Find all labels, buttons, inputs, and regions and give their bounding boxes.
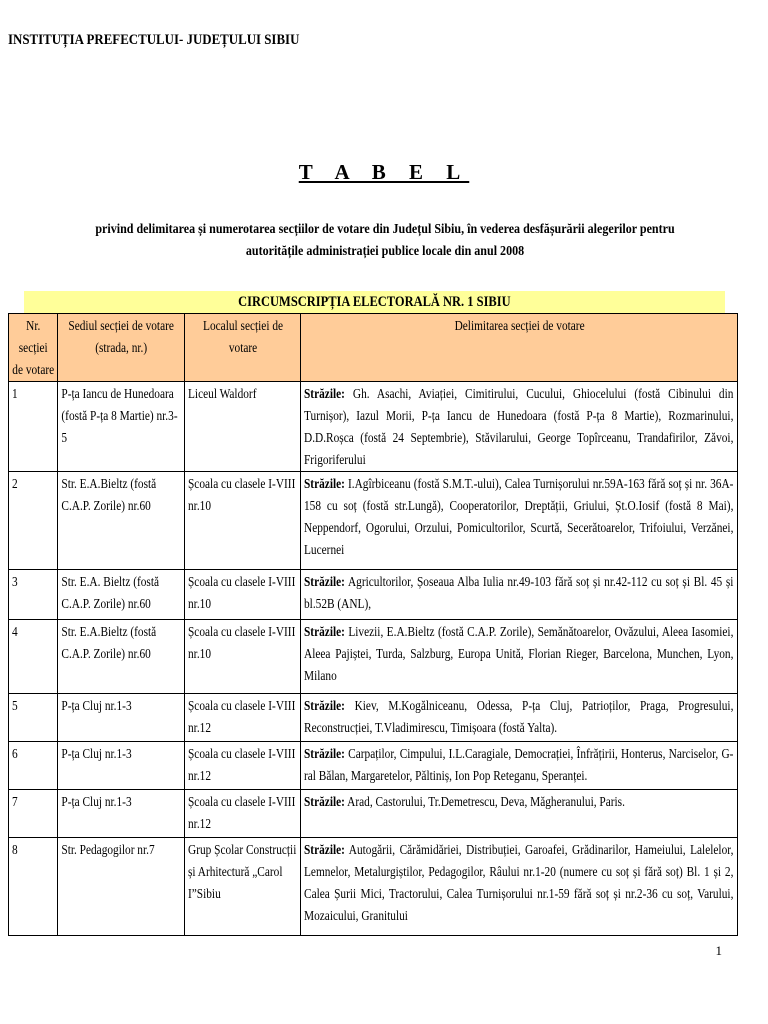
section-address: Str. Pedagogilor nr.7 [58, 838, 185, 936]
streets-label: Străzile: [304, 574, 346, 589]
streets-label: Străzile: [304, 476, 346, 491]
section-delimitation [301, 570, 738, 620]
streets-list: Autogării, Cărămidăriei, Distribuției, Garoafei, Grădinarilor, Hameiului, Lalelelor, Lemnelor, Metalurgiștilor, Pedagogilor, Râului nr.1-20 (numere cu soț și fără soț) Bl. 1 și 2, Calea Șurii Mici, Tractorului, Calea Turnișorului nr.1-59 fără soț și nr.2-36 cu soț, Varului, Mozaicului, Granitului [304, 842, 734, 923]
table-row [9, 694, 738, 742]
section-delimitation [301, 472, 738, 570]
section-venue: Școala cu clasele I-VIII nr.10 [185, 472, 301, 570]
streets-list: Agricultorilor, Șoseaua Alba Iulia nr.49-103 fără soț și nr.42-112 cu soț și Bl. 45 și bl.52B (ANL), [304, 574, 734, 611]
section-number: 3 [9, 570, 58, 620]
section-venue: Grup Școlar Construcții și Arhitectură „Carol I”Sibiu [185, 838, 301, 936]
section-address: P-ța Iancu de Hunedoara (fostă P-ța 8 Martie) nr.3-5 [58, 382, 185, 472]
streets-list: Kiev, M.Kogălniceanu, Odessa, P-ța Cluj, Patrioților, Praga, Progresului, Reconstrucției, T.Vladimirescu, Timișoara (fostă Yalta). [304, 698, 734, 735]
section-number: 6 [9, 742, 58, 790]
table-row [9, 742, 738, 790]
section-number: 1 [9, 382, 58, 472]
streets-list: Gh. Asachi, Aviației, Cimitirului, Cucului, Ghiocelului (fostă Cibinului din Turnișor), Iazul Morii, P-ța Iancu de Hunedoara (fostă P-ța 8 Martie), Rozmarinului, D.D.Roșca (fostă 24 Septembrie), Stăvilarului, George Topîrceanu, Trandafirilor, Zăvoi, Frigoriferului [304, 386, 734, 467]
streets-label: Străzile: [304, 794, 346, 809]
document-title: T A B E L [298, 160, 470, 184]
streets-list: Carpaților, Cimpului, I.L.Caragiale, Democrației, Înfrățirii, Honterus, Narciselor, G-ral Bălan, Margaretelor, Păltiniș, Ion Pop Reteganu, Speranței. [304, 746, 734, 783]
streets-label: Străzile: [304, 746, 346, 761]
col-header-sediu: Sediul secției de votare (strada, nr.) [58, 314, 185, 382]
streets-label: Străzile: [304, 624, 346, 639]
section-delimitation [301, 694, 738, 742]
section-delimitation [301, 620, 738, 694]
table-row [9, 570, 738, 620]
section-address: P-ța Cluj nr.1-3 [58, 694, 185, 742]
document-subtitle [20, 219, 750, 263]
subtitle-text: privind delimitarea și numerotarea secțiilor de votare din Județul Sibiu, în vederea desfășurării alegerilor pentru autoritățile administrației publice locale din anul 2008 [95, 222, 675, 259]
section-delimitation [301, 790, 738, 838]
section-venue: Școala cu clasele I-VIII nr.10 [185, 570, 301, 620]
page-number: 1 [715, 943, 722, 958]
section-venue: Școala cu clasele I-VIII nr.12 [185, 790, 301, 838]
section-number: 7 [9, 790, 58, 838]
table-row [9, 838, 738, 936]
table-header-row [9, 314, 738, 382]
section-address: P-ța Cluj nr.1-3 [58, 790, 185, 838]
streets-label: Străzile: [304, 698, 346, 713]
section-number: 2 [9, 472, 58, 570]
section-delimitation [301, 382, 738, 472]
col-header-nr: Nr. secției de votare [9, 314, 58, 382]
section-number: 8 [9, 838, 58, 936]
circumscription-text: CIRCUMSCRIPȚIA ELECTORALĂ NR. 1 SIBIU [238, 294, 511, 310]
table-row [9, 790, 738, 838]
col-header-delimitare: Delimitarea secției de votare [301, 314, 738, 382]
streets-list: Arad, Castorului, Tr.Demetrescu, Deva, Măgheranului, Paris. [347, 794, 626, 809]
section-venue: Liceul Waldorf [185, 382, 301, 472]
section-address: Str. E.A.Bieltz (fostă C.A.P. Zorile) nr.60 [58, 620, 185, 694]
section-address: Str. E.A. Bieltz (fostă C.A.P. Zorile) nr.60 [58, 570, 185, 620]
col-header-local: Localul secției de votare [185, 314, 301, 382]
streets-label: Străzile: [304, 842, 346, 857]
section-delimitation [301, 742, 738, 790]
table-row [9, 472, 738, 570]
section-number: 5 [9, 694, 58, 742]
section-venue: Școala cu clasele I-VIII nr.12 [185, 742, 301, 790]
streets-label: Străzile: [304, 386, 346, 401]
section-venue: Școala cu clasele I-VIII nr.10 [185, 620, 301, 694]
institution-name: INSTITUȚIA PREFECTULUI- JUDEȚULUI SIBIU [8, 32, 300, 48]
streets-list: Livezii, E.A.Bieltz (fostă C.A.P. Zorile), Semănătoarelor, Ovăzului, Aleea Iasomiei, Aleea Pajiștei, Turda, Salzburg, Europa Unită, Florian Rieger, Barcelona, Munchen, Lyon, Milano [304, 624, 734, 683]
section-address: P-ța Cluj nr.1-3 [58, 742, 185, 790]
section-delimitation [301, 838, 738, 936]
section-venue: Școala cu clasele I-VIII nr.12 [185, 694, 301, 742]
voting-sections-table [8, 313, 738, 936]
section-number: 4 [9, 620, 58, 694]
table-row [9, 620, 738, 694]
circumscription-banner [24, 291, 725, 313]
table-row [9, 382, 738, 472]
streets-list: I.Agîrbiceanu (fostă S.M.T.-ului), Calea Turnișorului nr.59A-163 fără soț și nr. 36A-158 cu soț (fostă str.Lungă), Cooperatorilor, Dreptății, Griului, Șt.O.Iosif (fostă 8 Mai), Neppendorf, Ogorului, Orzului, Pomicultorilor, Scurtă, Secerătoarelor, Trifoiului, Verzănei, Lucernei [304, 476, 734, 557]
section-address: Str. E.A.Bieltz (fostă C.A.P. Zorile) nr.60 [58, 472, 185, 570]
